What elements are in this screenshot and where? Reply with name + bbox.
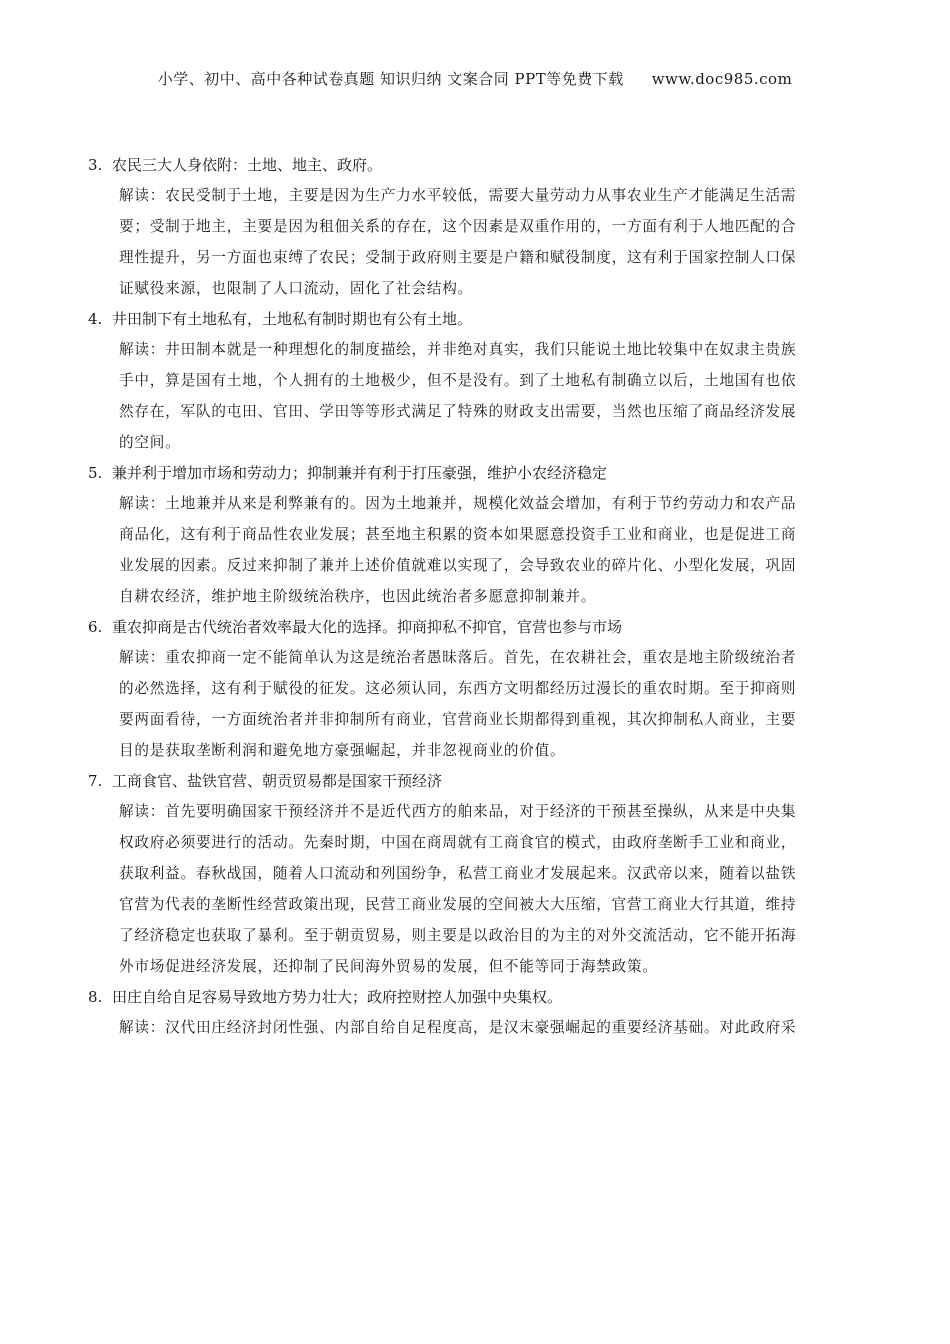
item-number: 6. — [88, 618, 103, 636]
text-line: 理性提升，另一方面也束缚了农民；受制于政府则主要是户籍和赋役制度，这有利于国家控制人口保 — [119, 249, 797, 266]
text-line: 的必然选择，这有利于赋役的征发。这必须认同，东西方文明都经历过漫长的重农时期。至于抑商则 — [119, 680, 797, 697]
item-heading — [88, 766, 864, 796]
text-line: 然存在，军队的屯田、官田、学田等等形式满足了特殊的财政支出需要，当然也压缩了商品经济发展 — [119, 403, 797, 420]
item-explanation — [119, 488, 864, 612]
item-heading — [88, 150, 864, 180]
list-item — [88, 982, 864, 1043]
item-number: 5. — [88, 464, 103, 482]
text-line: 解读：农民受制于土地，主要是因为生产力水平较低，需要大量劳动力从事农业生产才能满足生活需 — [119, 187, 797, 204]
text-line: 自耕农经济，维护地主阶级统治秩序，也因此统治者多愿意抑制兼并。 — [119, 588, 597, 605]
text-line: 的空间。 — [119, 434, 181, 451]
item-heading — [88, 982, 864, 1012]
text-line: 商品化，这有利于商品性农业发展；甚至地主积累的资本如果愿意投资手工业和商业，也是促进工商 — [119, 526, 797, 543]
item-number: 8. — [88, 988, 103, 1006]
text-line: 获取利益。春秋战国，随着人口流动和列国纷争，私营工商业才发展起来。汉武帝以来，随着以盐铁 — [119, 865, 797, 882]
text-line: 解读：汉代田庄经济封闭性强、内部自给自足程度高，是汉末豪强崛起的重要经济基础。对此政府采 — [119, 1019, 797, 1036]
text-line: 业发展的因素。反过来抑制了兼并上述价值就难以实现了，会导致农业的碎片化、小型化发展，巩固 — [119, 557, 797, 574]
text-line: 证赋役来源，也限制了人口流动，固化了社会结构。 — [119, 280, 474, 297]
text-line: 了经济稳定也获取了暴利。至于朝贡贸易，则主要是以政治目的为主的对外交流活动，它不能开拓海 — [119, 927, 797, 944]
item-explanation — [119, 334, 864, 458]
text-line: 手中，算是国有土地，个人拥有的土地极少，但不是没有。到了土地私有制确立以后，土地国有也依 — [119, 372, 797, 389]
item-heading — [88, 612, 864, 642]
list-item — [88, 150, 864, 304]
header-text: 小学、初中、高中各种试卷真题 知识归纳 文案合同 PPT等免费下载 — [157, 70, 624, 88]
text-line: 解读：井田制本就是一种理想化的制度描绘，并非绝对真实，我们只能说土地比较集中在奴隶主贵族 — [119, 341, 797, 358]
item-title: 田庄自给自足容易导致地方势力壮大；政府控财控人加强中央集权。 — [112, 988, 563, 1006]
item-title: 工商食官、盐铁官营、朝贡贸易都是国家干预经济 — [112, 772, 443, 790]
item-number: 4. — [88, 310, 103, 328]
item-title: 重农抑商是古代统治者效率最大化的选择。抑商抑私不抑官，官营也参与市场 — [112, 618, 623, 636]
list-item — [88, 612, 864, 766]
item-explanation — [119, 642, 864, 766]
text-line: 权政府必须要进行的活动。先秦时期，中国在商周就有工商食官的模式，由政府垄断手工业和商业， — [119, 834, 797, 851]
text-line: 外市场促进经济发展，还抑制了民间海外贸易的发展，但不能等同于海禁政策。 — [119, 958, 658, 975]
list-item — [88, 304, 864, 458]
list-item — [88, 458, 864, 612]
item-heading — [88, 304, 864, 334]
header-url[interactable]: www.doc985.com — [651, 70, 793, 88]
text-line: 解读：重农抑商一定不能简单认为这是统治者愚昧落后。首先，在农耕社会，重农是地主阶级统治者 — [119, 649, 797, 666]
item-title: 井田制下有土地私有，土地私有制时期也有公有土地。 — [112, 310, 473, 328]
item-title: 兼并利于增加市场和劳动力；抑制兼并有利于打压豪强，维护小农经济稳定 — [112, 464, 608, 482]
item-title: 农民三大人身依附：土地、地主、政府。 — [112, 156, 383, 174]
list-item — [88, 766, 864, 982]
item-explanation — [119, 1012, 864, 1043]
item-number: 3. — [88, 156, 103, 174]
text-line: 解读：首先要明确国家干预经济并不是近代西方的舶来品，对于经济的干预甚至操纵，从来是中央集 — [119, 803, 797, 820]
text-line: 解读：土地兼并从来是利弊兼有的。因为土地兼并，规模化效益会增加，有利于节约劳动力和农产品 — [119, 495, 797, 512]
text-line: 要；受制于地主，主要是因为租佃关系的存在，这个因素是双重作用的，一方面有利于人地匹配的合 — [119, 218, 797, 235]
page-header — [0, 68, 950, 89]
item-heading — [88, 458, 864, 488]
item-number: 7. — [88, 772, 103, 790]
document-content — [88, 150, 864, 1043]
text-line: 目的是获取垄断利润和避免地方豪强崛起，并非忽视商业的价值。 — [119, 742, 566, 759]
text-line: 官营为代表的垄断性经营政策出现，民营工商业发展的空间被大大压缩，官营工商业大行其道，维持 — [119, 896, 797, 913]
item-explanation — [119, 180, 864, 304]
item-explanation — [119, 796, 864, 982]
text-line: 要两面看待，一方面统治者并非抑制所有商业，官营商业长期都得到重视，其次抑制私人商业，主要 — [119, 711, 797, 728]
